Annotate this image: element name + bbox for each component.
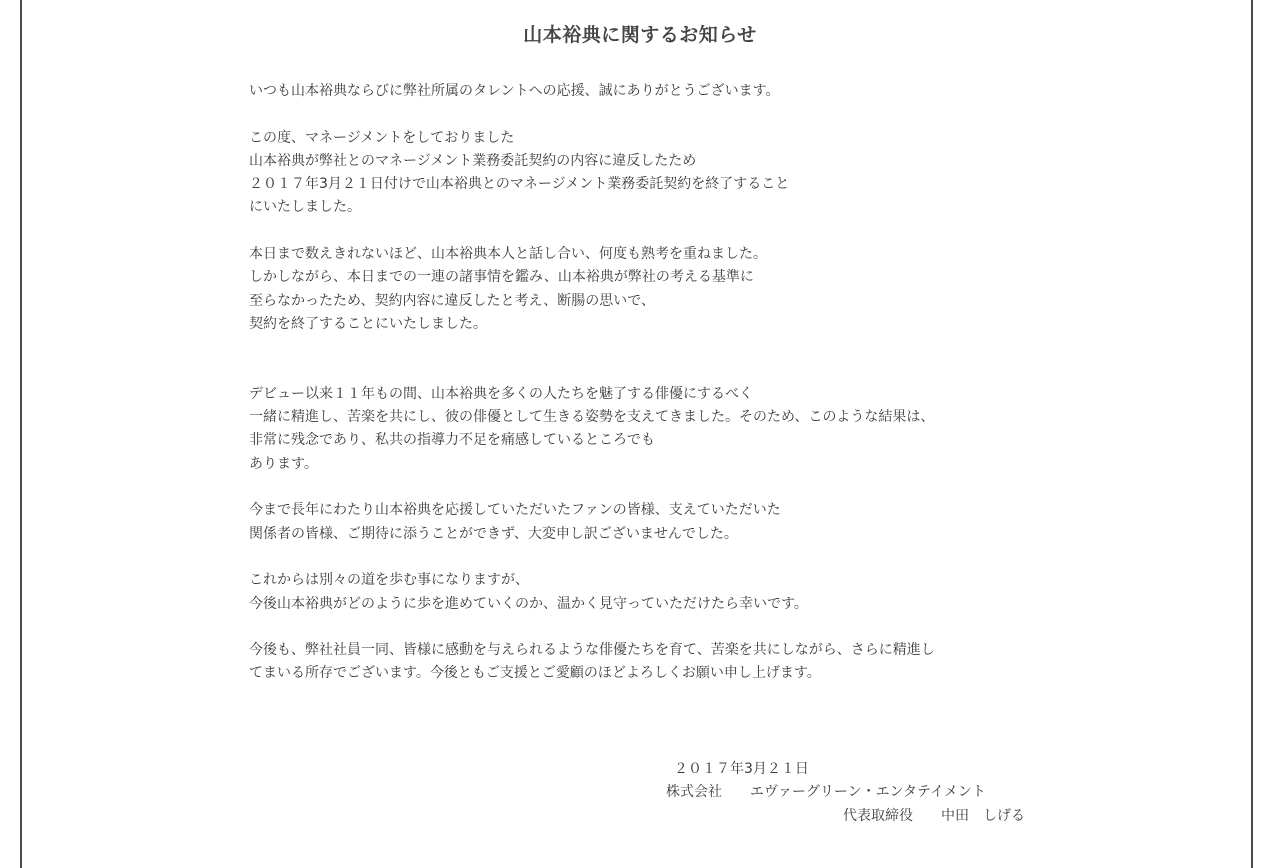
paragraph-line: 一緒に精進し、苦楽を共にし、彼の俳優として生きる姿勢を支えてきました。そのため、このような結果は、 xyxy=(249,409,935,426)
paragraph-line: 山本裕典が弊社とのマネージメント業務委託契約の内容に違反したため xyxy=(249,152,697,169)
paragraph-line: ２０１７年3月２１日付けで山本裕典とのマネージメント業務委託契約を終了すること xyxy=(249,176,790,193)
paragraph-line: これからは別々の道を歩む事になりますが、 xyxy=(249,572,529,589)
paragraph-line: この度、マネージメントをしておりました xyxy=(249,129,515,146)
paragraph-line: あります。 xyxy=(249,455,318,472)
paragraph-line: てまいる所存でございます。今後ともご支援とご愛顧のほどよろしくお願い申し上げます。 xyxy=(249,665,821,682)
paragraph-line: しかしながら、本日までの一連の諸事情を鑑み、山本裕典が弊社の考える基準に xyxy=(249,269,754,286)
paragraph-gap xyxy=(249,546,1049,569)
paragraph-line: 本日まで数えきれないほど、山本裕典本人と話し合い、何度も熟考を重ねました。 xyxy=(249,246,767,263)
paragraph-line: 契約を終了することにいたしました。 xyxy=(249,315,487,332)
signature-company: 株式会社 エヴァーグリーン・エンタテイメント xyxy=(666,784,986,801)
page-title: 山本裕典に関するお知らせ xyxy=(523,24,757,46)
paragraph-line: 今後山本裕典がどのように歩を進めていくのか、温かく見守っていただけたら幸いです。 xyxy=(249,595,808,612)
announcement-body xyxy=(249,80,1049,686)
paragraph-gap xyxy=(249,220,1049,243)
paragraph-line: にいたしました。 xyxy=(249,199,361,216)
signature-date: ２０１７年3月２１日 xyxy=(674,761,809,777)
paragraph-gap xyxy=(249,103,1049,126)
paragraph-gap xyxy=(249,476,1049,499)
paragraph-line: 関係者の皆様、ご期待に添うことができず、大変申し訳ございませんでした。 xyxy=(249,525,738,542)
paragraph-line: いつも山本裕典ならびに弊社所属のタレントへの応援、誠にありがとうございます。 xyxy=(249,83,780,99)
paragraph-line: 非常に残念であり、私共の指導力不足を痛感しているところでも xyxy=(249,432,655,449)
paragraph-gap xyxy=(249,336,1049,359)
signature-block xyxy=(640,758,1025,828)
paragraph-line: デビュー以来１１年もの間、山本裕典を多くの人たちを魅了する俳優にするべく xyxy=(249,385,753,402)
signature-representative: 代表取締役 中田 しげる xyxy=(843,807,1025,824)
paragraph-gap xyxy=(249,616,1049,639)
paragraph-line: 至らなかったため、契約内容に違反したと考え、断腸の思いで、 xyxy=(249,292,655,309)
paragraph-line: 今まで長年にわたり山本裕典を応援していただいたファンの皆様、支えていただいた xyxy=(249,502,781,519)
paragraph-gap xyxy=(249,360,1049,383)
paragraph-line: 今後も、弊社社員一同、皆様に感動を与えられるような俳優たちを育て、苦楽を共にしながら、さらに精進し xyxy=(249,642,935,659)
